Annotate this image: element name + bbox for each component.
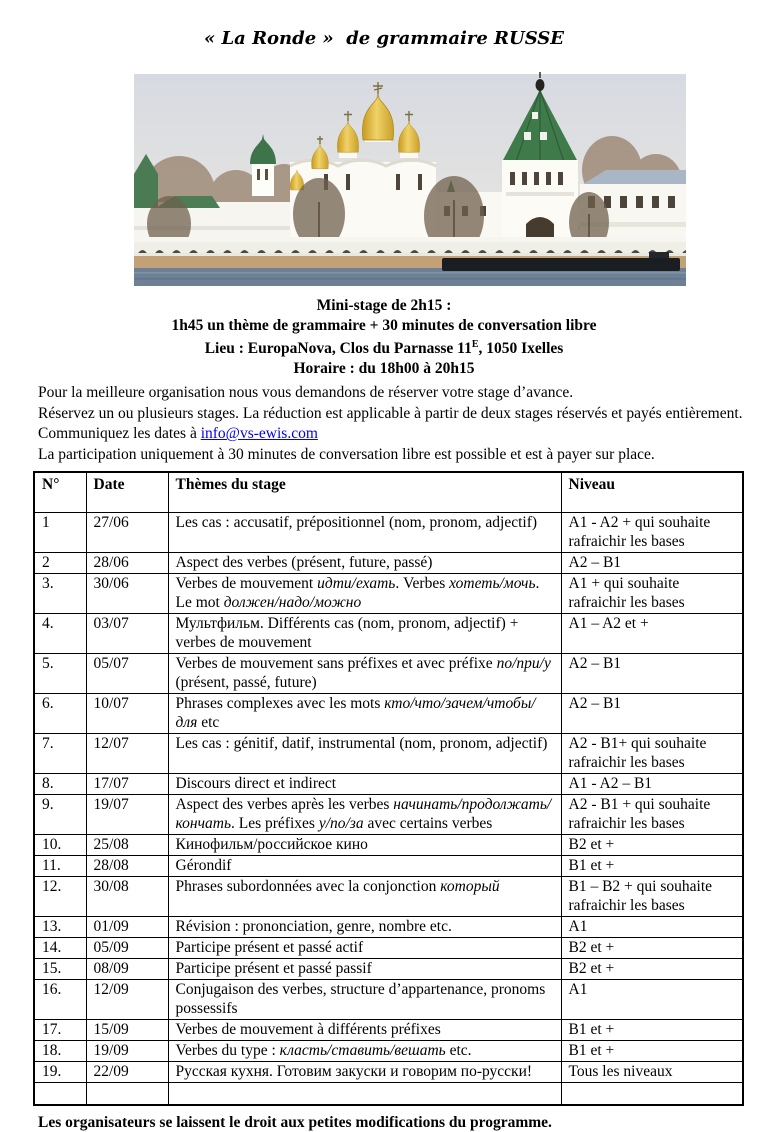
header-niveau: Niveau bbox=[561, 472, 743, 513]
table-row bbox=[34, 513, 743, 553]
footer-note: Les organisateurs se laissent le droit aux petites modifications du programme. bbox=[38, 1114, 552, 1132]
stage-table-body bbox=[34, 513, 743, 1106]
stage-info-block bbox=[0, 296, 768, 378]
table-row bbox=[34, 917, 743, 938]
info-format: 1h45 un thème de grammaire + 30 minutes de conversation libre bbox=[171, 316, 597, 334]
cell-theme: Verbes de mouvement идти/ехать. Verbes хотеть/мочь. Le mot должен/надо/можно bbox=[168, 574, 561, 614]
cell-date bbox=[86, 1083, 168, 1106]
page-title: « La Ronde » de grammaire RUSSE bbox=[203, 28, 565, 49]
cell-date: 17/07 bbox=[86, 774, 168, 795]
cell-theme: Participe présent et passé passif bbox=[168, 959, 561, 980]
cell-theme: Verbes du type : класть/ставить/вешать etc. bbox=[168, 1041, 561, 1062]
cell-theme: Phrases subordonnées avec la conjonction который bbox=[168, 877, 561, 917]
table-row bbox=[34, 1062, 743, 1083]
cell-number: 8. bbox=[34, 774, 86, 795]
intro-line-1: Pour la meilleure organisation nous vous demandons de réserver votre stage d’avance. bbox=[38, 384, 574, 402]
table-row bbox=[34, 938, 743, 959]
cell-date: 28/08 bbox=[86, 856, 168, 877]
table-row bbox=[34, 734, 743, 774]
table-row bbox=[34, 877, 743, 917]
info-schedule: Horaire : du 18h00 à 20h15 bbox=[293, 359, 475, 377]
cell-number: 5. bbox=[34, 654, 86, 694]
header-date: Date bbox=[86, 472, 168, 513]
table-row bbox=[34, 553, 743, 574]
cell-date: 12/09 bbox=[86, 980, 168, 1020]
cell-date: 10/07 bbox=[86, 694, 168, 734]
header-theme: Thèmes du stage bbox=[168, 472, 561, 513]
cell-theme: Révision : prononciation, genre, nombre etc. bbox=[168, 917, 561, 938]
cell-niveau: A1 bbox=[561, 980, 743, 1020]
cell-number: 12. bbox=[34, 877, 86, 917]
table-row bbox=[34, 1041, 743, 1062]
intro-line-2: Réservez un ou plusieurs stages. La réduction est applicable à partir de deux stages réservés et payés entièrement. Communiquez les dates à info@vs-ewis.com bbox=[38, 404, 743, 443]
cell-date: 05/07 bbox=[86, 654, 168, 694]
cell-theme: Gérondif bbox=[168, 856, 561, 877]
monastery-photo bbox=[134, 74, 686, 286]
cell-number: 10. bbox=[34, 835, 86, 856]
email-link[interactable]: info@vs-ewis.com bbox=[200, 425, 318, 443]
table-row bbox=[34, 856, 743, 877]
cell-date: 03/07 bbox=[86, 614, 168, 654]
cell-number: 17. bbox=[34, 1020, 86, 1041]
cell-theme: Conjugaison des verbes, structure d’appartenance, pronoms possessifs bbox=[168, 980, 561, 1020]
intro-paragraphs bbox=[38, 383, 744, 465]
cell-date: 22/09 bbox=[86, 1062, 168, 1083]
cell-niveau: Tous les niveaux bbox=[561, 1062, 743, 1083]
cell-date: 15/09 bbox=[86, 1020, 168, 1041]
cell-niveau: A1 - A2 + qui souhaite rafraichir les bases bbox=[561, 513, 743, 553]
cell-date: 28/06 bbox=[86, 553, 168, 574]
cell-date: 05/09 bbox=[86, 938, 168, 959]
cell-theme: Phrases complexes avec les mots кто/что/зачем/чтобы/для etc bbox=[168, 694, 561, 734]
cell-number: 13. bbox=[34, 917, 86, 938]
cell-theme: Discours direct et indirect bbox=[168, 774, 561, 795]
intro-line-3: La participation uniquement à 30 minutes de conversation libre est possible et est à payer sur place. bbox=[38, 445, 655, 463]
table-row bbox=[34, 980, 743, 1020]
table-row bbox=[34, 795, 743, 835]
table-row bbox=[34, 654, 743, 694]
table-row bbox=[34, 614, 743, 654]
document-page bbox=[0, 28, 768, 1132]
cell-niveau: A2 – B1 bbox=[561, 654, 743, 694]
cell-niveau: A1 - A2 – B1 bbox=[561, 774, 743, 795]
table-row bbox=[34, 774, 743, 795]
info-location: Lieu : EuropaNova, Clos du Parnasse $11^E$, 1050 Ixelles bbox=[204, 339, 564, 358]
cell-theme: Participe présent et passé actif bbox=[168, 938, 561, 959]
superscript-e: E bbox=[471, 339, 479, 350]
cell-theme: Aspect des verbes (présent, future, passé) bbox=[168, 553, 561, 574]
cell-theme: Мультфильм. Différents cas (nom, pronom, adjectif) + verbes de mouvement bbox=[168, 614, 561, 654]
cell-theme: Verbes de mouvement sans préfixes et avec préfixe по/при/у (présent, passé, future) bbox=[168, 654, 561, 694]
cell-date: 19/09 bbox=[86, 1041, 168, 1062]
cell-niveau: A2 - B1+ qui souhaite rafraichir les bases bbox=[561, 734, 743, 774]
cell-date: 08/09 bbox=[86, 959, 168, 980]
stage-schedule-table bbox=[33, 471, 744, 1106]
cell-theme: Les cas : accusatif, prépositionnel (nom, pronom, adjectif) bbox=[168, 513, 561, 553]
table-row-empty bbox=[34, 1083, 743, 1106]
cell-niveau: A1 + qui souhaite rafraichir les bases bbox=[561, 574, 743, 614]
cell-niveau: A2 - B1 + qui souhaite rafraichir les bases bbox=[561, 795, 743, 835]
cell-number: 7. bbox=[34, 734, 86, 774]
cell-number: 9. bbox=[34, 795, 86, 835]
cell-date: 27/06 bbox=[86, 513, 168, 553]
cell-niveau: B2 et + bbox=[561, 835, 743, 856]
table-row bbox=[34, 959, 743, 980]
cell-date: 12/07 bbox=[86, 734, 168, 774]
cell-niveau: A2 – B1 bbox=[561, 694, 743, 734]
cell-theme: Русская кухня. Готовим закуски и говорим по-русски! bbox=[168, 1062, 561, 1083]
cell-number: 6. bbox=[34, 694, 86, 734]
cell-number: 19. bbox=[34, 1062, 86, 1083]
cell-theme bbox=[168, 1083, 561, 1106]
cell-number: 2 bbox=[34, 553, 86, 574]
cell-date: 01/09 bbox=[86, 917, 168, 938]
table-row bbox=[34, 835, 743, 856]
cell-date: 30/08 bbox=[86, 877, 168, 917]
cell-date: 25/08 bbox=[86, 835, 168, 856]
cell-number: 11. bbox=[34, 856, 86, 877]
cell-number: 3. bbox=[34, 574, 86, 614]
table-row bbox=[34, 1020, 743, 1041]
table-header-row bbox=[34, 472, 743, 513]
cell-number: 18. bbox=[34, 1041, 86, 1062]
cell-theme: Aspect des verbes après les verbes начинать/продолжать/кончать. Les préfixes у/по/за avec certains verbes bbox=[168, 795, 561, 835]
cell-niveau: A1 bbox=[561, 917, 743, 938]
cell-niveau: B1 – B2 + qui souhaite rafraichir les bases bbox=[561, 877, 743, 917]
cell-date: 30/06 bbox=[86, 574, 168, 614]
cell-niveau bbox=[561, 1083, 743, 1106]
cell-number bbox=[34, 1083, 86, 1106]
cell-niveau: B2 et + bbox=[561, 938, 743, 959]
cell-niveau: A1 – A2 et + bbox=[561, 614, 743, 654]
cell-date: 19/07 bbox=[86, 795, 168, 835]
cell-niveau: A2 – B1 bbox=[561, 553, 743, 574]
cell-number: 14. bbox=[34, 938, 86, 959]
cell-number: 4. bbox=[34, 614, 86, 654]
cell-niveau: B2 et + bbox=[561, 959, 743, 980]
table-row bbox=[34, 694, 743, 734]
cell-number: 16. bbox=[34, 980, 86, 1020]
cell-niveau: B1 et + bbox=[561, 856, 743, 877]
cell-number: 15. bbox=[34, 959, 86, 980]
cell-niveau: B1 et + bbox=[561, 1041, 743, 1062]
cell-niveau: B1 et + bbox=[561, 1020, 743, 1041]
monastery-photo-illustration bbox=[134, 74, 686, 286]
cell-theme: Verbes de mouvement à différents préfixes bbox=[168, 1020, 561, 1041]
info-duration: Mini-stage de 2h15 : bbox=[316, 297, 452, 314]
cell-number: 1 bbox=[34, 513, 86, 553]
header-number: N° bbox=[34, 472, 86, 513]
table-row bbox=[34, 574, 743, 614]
cell-theme: Les cas : génitif, datif, instrumental (nom, pronom, adjectif) bbox=[168, 734, 561, 774]
cell-theme: Кинофильм/российское кино bbox=[168, 835, 561, 856]
